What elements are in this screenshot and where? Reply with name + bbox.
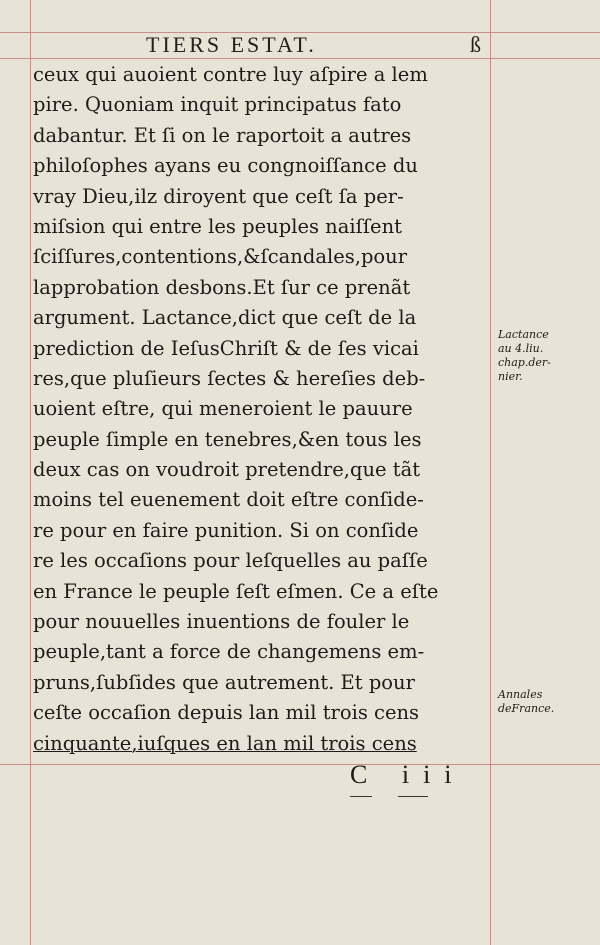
marginal-note-line: Annales <box>498 688 543 701</box>
text-line: cinquante,iuſques en lan mil trois cens <box>33 731 417 755</box>
text-line: uoient eſtre, qui meneroient le pauure <box>33 397 413 421</box>
text-line: vray Dieu,ilz diroyent que ceſt ſa per- <box>33 184 404 208</box>
text-line: argument. Lactance,dict que ceſt de la <box>33 306 417 330</box>
text-line: pire. Quoniam inquit principatus fato <box>33 93 402 117</box>
text-line: prediction de IeſusChriſt & de ſes vicai <box>33 336 419 360</box>
left-margin-rule <box>30 0 31 945</box>
marginal-note-annales <box>498 688 554 716</box>
marginal-note-lactance <box>498 328 551 384</box>
text-line: re les occaſions pour leſquelles au paſſe <box>33 549 428 573</box>
page-header <box>0 30 600 60</box>
text-line: peuple,tant a force de changemens em- <box>33 640 425 664</box>
text-line: en France le peuple ſeſt eſmen. Ce a eſte <box>33 579 439 603</box>
text-line: philoſophes ayans eu congnoiſſance du <box>33 154 418 178</box>
folio-mark: ß <box>470 32 481 57</box>
signature-underline <box>350 796 372 797</box>
running-head: TIERS ESTAT. <box>146 32 317 57</box>
marginal-note-line: Lactance <box>498 328 549 341</box>
marginal-note-line: nier. <box>498 370 523 383</box>
marginal-note-line: deFrance. <box>498 702 555 715</box>
text-line: res,que pluſieurs ſectes & hereſies deb- <box>33 366 426 390</box>
text-line: peuple ſimple en tenebres,&en tous les <box>33 427 422 451</box>
text-line: ceſte occaſion depuis lan mil trois cens <box>33 701 420 725</box>
text-line: deux cas on voudroit pretendre,que tãt <box>33 458 421 482</box>
marginal-note-line: chap.der- <box>498 356 551 369</box>
main-text-block <box>33 60 493 759</box>
text-line: pour nouuelles inuentions de fouler le <box>33 610 410 634</box>
text-line: dabantur. Et ſi on le raportoit a autres <box>33 123 412 147</box>
text-line: moins tel euenement doit eſtre conſide- <box>33 488 424 512</box>
marginal-note-line: au 4.liu. <box>498 342 544 355</box>
text-line: lapprobation desbons.Et ſur ce prenãt <box>33 275 411 299</box>
text-line: ſciſſures,contentions,&ſcandales,pour <box>33 245 408 269</box>
text-line: ceux qui auoient contre luy aſpire a lem <box>33 63 428 86</box>
bottom-rule-line <box>0 764 600 765</box>
signature-underline <box>398 796 428 797</box>
text-line: pruns,ſubſides que autrement. Et pour <box>33 670 415 694</box>
text-line: re pour en faire punition. Si on conſide <box>33 518 419 542</box>
text-line: miſsion qui entre les peuples naiſſent <box>33 214 402 238</box>
signature-mark: C iii <box>350 760 466 789</box>
